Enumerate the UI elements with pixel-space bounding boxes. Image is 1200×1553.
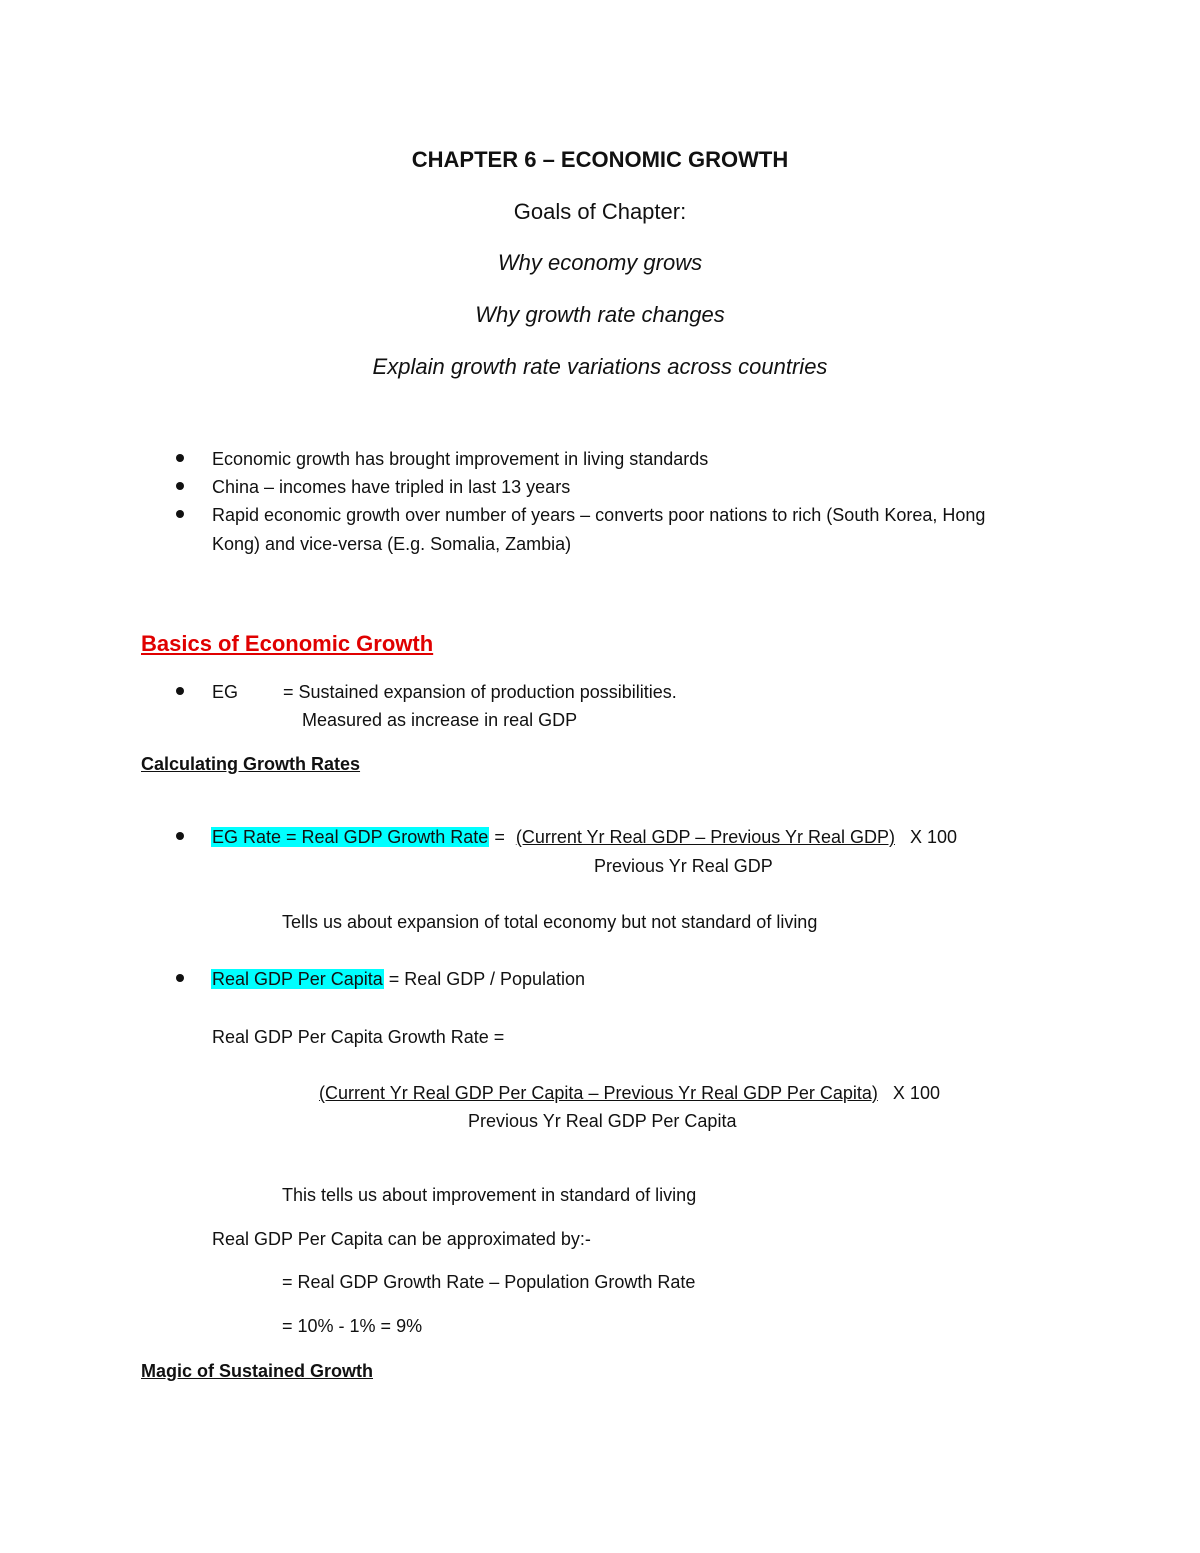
approx-formula: = Real GDP Growth Rate – Population Growth Rate	[282, 1272, 696, 1292]
goals-heading: Goals of Chapter:	[513, 199, 687, 224]
calc-heading: Calculating Growth Rates	[141, 754, 361, 774]
intro-bullet: China – incomes have tripled in last 13 years	[212, 477, 571, 497]
section-heading-basics: Basics of Economic Growth	[141, 631, 434, 656]
pc-denominator: Previous Yr Real GDP Per Capita	[468, 1111, 737, 1131]
pc-numerator: (Current Yr Real GDP Per Capita – Previous Yr Real GDP Per Capita)	[319, 1083, 878, 1103]
per-capita-label: Real GDP Per Capita	[212, 969, 383, 989]
pc-formula-line	[319, 1082, 940, 1104]
pc-note: This tells us about improvement in standard of living	[282, 1185, 697, 1205]
eg-note: Tells us about expansion of total economy but not standard of living	[282, 912, 818, 932]
per-capita-definition: = Real GDP / Population	[388, 969, 586, 989]
approx-label: Real GDP Per Capita can be approximated by:-	[212, 1229, 591, 1249]
equals-sign: =	[494, 827, 505, 847]
bullet-icon	[176, 454, 184, 462]
pc-growth-label: Real GDP Per Capita Growth Rate =	[212, 1027, 505, 1047]
per-capita-line	[211, 968, 585, 990]
times-100: X 100	[892, 1083, 940, 1103]
goal-item: Explain growth rate variations across countries	[372, 354, 828, 379]
eg-measured: Measured as increase in real GDP	[302, 710, 578, 730]
bullet-icon	[176, 832, 184, 840]
eg-denominator: Previous Yr Real GDP	[594, 856, 773, 876]
goal-item: Why economy grows	[497, 250, 703, 275]
eg-numerator: (Current Yr Real GDP – Previous Yr Real GDP)	[515, 827, 895, 847]
chapter-title: CHAPTER 6 – ECONOMIC GROWTH	[411, 147, 789, 172]
eg-term: EG	[212, 682, 239, 702]
goal-item: Why growth rate changes	[475, 302, 725, 327]
intro-bullet: Economic growth has brought improvement in living standards	[212, 449, 709, 469]
bullet-icon	[176, 482, 184, 490]
bullet-icon	[176, 687, 184, 695]
eg-rate-label: EG Rate = Real GDP Growth Rate	[212, 827, 489, 847]
approx-example: = 10% - 1% = 9%	[282, 1316, 423, 1336]
eg-definition: = Sustained expansion of production possibilities.	[283, 682, 677, 702]
bullet-icon	[176, 510, 184, 518]
bullet-icon	[176, 974, 184, 982]
times-100: X 100	[910, 827, 958, 847]
eg-rate-line	[211, 826, 957, 848]
intro-bullet-continued: Kong) and vice-versa (E.g. Somalia, Zambia)	[212, 534, 572, 554]
intro-bullet: Rapid economic growth over number of years – converts poor nations to rich (South Korea, Hong	[212, 505, 986, 525]
magic-heading: Magic of Sustained Growth	[141, 1361, 374, 1381]
